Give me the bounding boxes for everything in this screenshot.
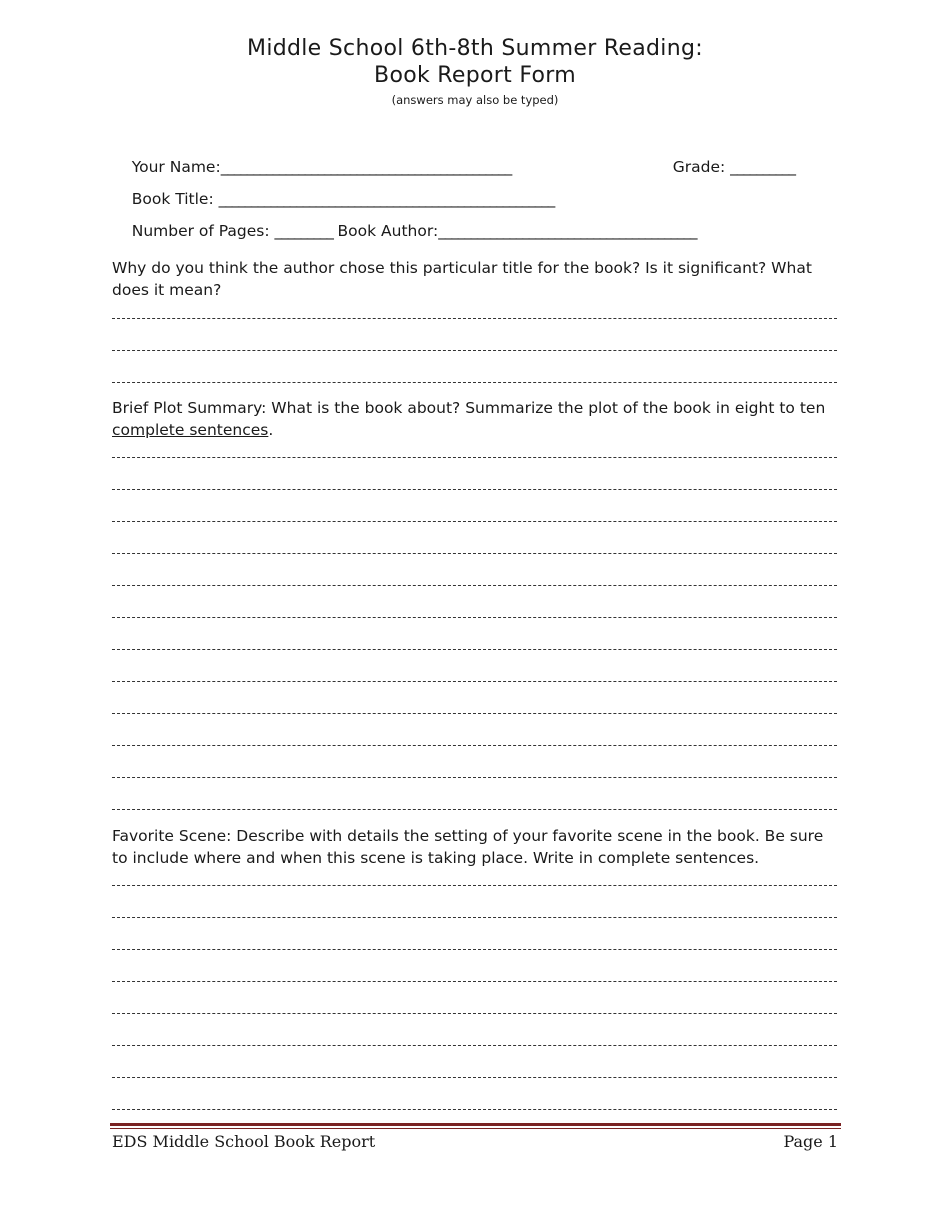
- answer-line[interactable]: [112, 777, 837, 778]
- grade-label: Grade:: [672, 158, 726, 176]
- answer-line[interactable]: [112, 809, 837, 810]
- answer-line[interactable]: [112, 713, 837, 714]
- answer-line[interactable]: [112, 745, 837, 746]
- answer-line[interactable]: [112, 949, 837, 950]
- pages-author-field-row: [112, 204, 696, 258]
- name-blank[interactable]: _____________________________________________: [220, 158, 511, 176]
- answer-line[interactable]: [112, 649, 837, 650]
- name-label: Your Name:: [131, 158, 221, 176]
- answer-line[interactable]: [112, 981, 837, 982]
- answer-line[interactable]: [112, 1013, 837, 1014]
- form-title-line-2: Book Report Form: [374, 63, 576, 88]
- question-plot-summary: [112, 397, 837, 441]
- book-title-blank[interactable]: ____________________________________________________: [218, 190, 555, 208]
- answer-line[interactable]: [112, 457, 837, 458]
- form-subtitle: (answers may also be typed): [391, 93, 559, 107]
- plot-summary-period: .: [268, 421, 274, 439]
- answer-line[interactable]: [112, 553, 837, 554]
- answer-line[interactable]: [112, 885, 837, 886]
- answer-line[interactable]: [112, 617, 837, 618]
- form-title-line-1: Middle School 6th-8th Summer Reading:: [247, 36, 703, 61]
- footer-document-name: EDS Middle School Book Report: [112, 1132, 376, 1151]
- author-label: Book Author:: [337, 222, 439, 240]
- grade-blank[interactable]: __________: [730, 158, 795, 176]
- answer-line[interactable]: [112, 681, 837, 682]
- answer-line[interactable]: [112, 1045, 837, 1046]
- answer-line[interactable]: [112, 521, 837, 522]
- question-favorite-scene: Favorite Scene: Describe with details the setting of your favorite scene in the book. Be sure to include where and when this scene is taking place. Write in complete sentences.: [112, 827, 824, 867]
- pages-label: Number of Pages:: [131, 222, 270, 240]
- footer-divider: [110, 1123, 841, 1126]
- answer-line[interactable]: [112, 350, 837, 351]
- footer-divider-thin: [110, 1128, 841, 1129]
- pages-blank[interactable]: _________: [274, 222, 333, 240]
- author-blank[interactable]: ________________________________________: [438, 222, 697, 240]
- answer-line[interactable]: [112, 318, 837, 319]
- footer-page-number: Page 1: [783, 1132, 838, 1151]
- question-title-meaning: Why do you think the author chose this particular title for the book? Is it significant? What does it mean?: [112, 259, 812, 299]
- answer-line[interactable]: [112, 1077, 837, 1078]
- answer-line[interactable]: [112, 917, 837, 918]
- answer-line[interactable]: [112, 585, 837, 586]
- book-title-label: Book Title:: [131, 190, 214, 208]
- plot-summary-prompt: Brief Plot Summary: What is the book about? Summarize the plot of the book in eight to ten: [112, 399, 826, 417]
- grade-field-row: [653, 140, 795, 194]
- answer-line[interactable]: [112, 1109, 837, 1110]
- answer-line[interactable]: [112, 489, 837, 490]
- complete-sentences-emphasis: complete sentences: [112, 421, 269, 439]
- answer-line[interactable]: [112, 382, 837, 383]
